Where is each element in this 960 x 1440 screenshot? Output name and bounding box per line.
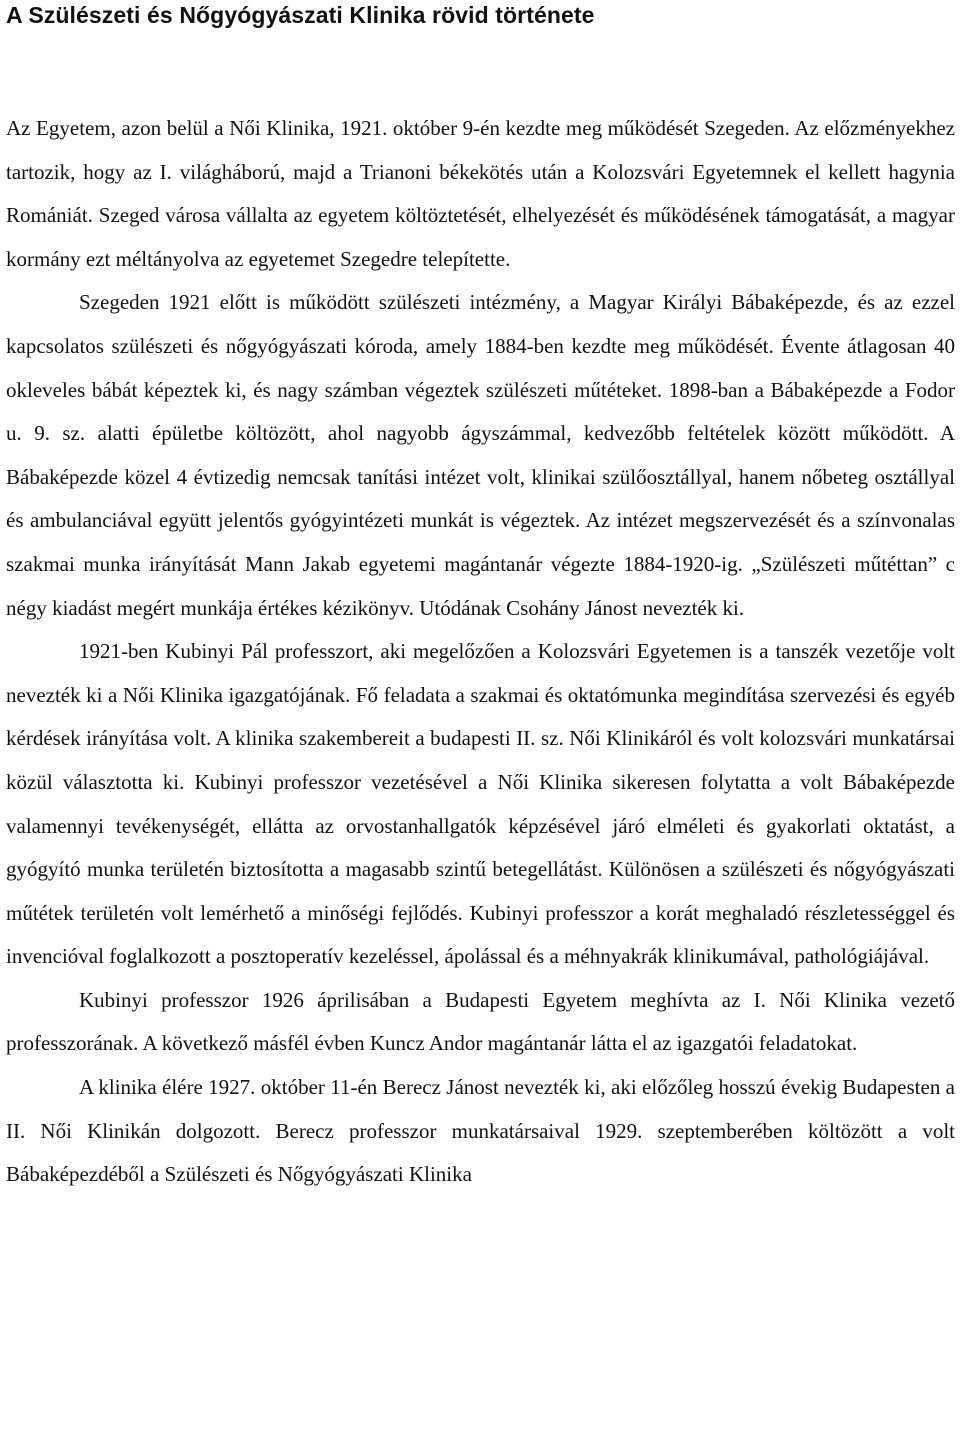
paragraph-3: 1921-ben Kubinyi Pál professzort, aki megelőzően a Kolozsvári Egyetemen is a tanszék vezetője volt nevezték ki a Női Klinika igazgatójának. Fő feladata a szakmai és oktatómunka megindítása szervezési és egyéb kérdések irányítása volt. A klinika szakembereit a budapesti II. sz. Női Klinikáról és volt kolozsvári munkatársai közül választotta ki. Kubinyi professzor vezetésével a Női Klinika sikeresen folytatta a volt Bábaképezde valamennyi tevékenységét, ellátta az orvostanhallgatók képzésével járó elméleti és gyakorlati oktatást, a gyógyító munka területén biztosította a magasabb szintű betegellátást. Különösen a szülészeti és nőgyógyászati műtétek területén volt lemérhető a minőségi fejlődés. Kubinyi professzor a korát meghaladó részletességgel és invencióval foglalkozott a posztoperatív kezeléssel, ápolással és a méhnyakrák klinikumával, pathológiájával. [6, 639, 955, 969]
paragraph-5: A klinika élére 1927. október 11-én Berecz Jánost nevezték ki, aki előzőleg hosszú évekig Budapesten a II. Női Klinikán dolgozott. Berecz professzor munkatársaival 1929. szeptemberében költözött a volt Bábaképezdéből a Szülészeti és Nőgyógyászati Klinika [6, 1075, 955, 1187]
document-title: A Szülészeti és Nőgyógyászati Klinika rövid története [6, 2, 595, 28]
paragraph-2: Szegeden 1921 előtt is működött szülészeti intézmény, a Magyar Királyi Bábaképezde, és az ezzel kapcsolatos szülészeti és nőgyógyászati kóroda, amely 1884-ben kezdte meg működését. Évente átlagosan 40 okleveles bábát képeztek ki, és nagy számban végeztek szülészeti műtéteket. 1898-ban a Bábaképezde a Fodor u. 9. sz. alatti épületbe költözött, ahol nagyobb ágyszámmal, kedvezőbb feltételek között működött. A Bábaképezde közel 4 évtizedig nemcsak tanítási intézet volt, klinikai szülőosztállyal, hanem nőbeteg osztállyal és ambulanciával együtt jelentős gyógyintézeti munkát is végeztek. Az intézet megszervezését és a színvonalas szakmai munka irányítását Mann Jakab egyetemi magántanár végezte 1884-1920-ig. „Szülészeti műtéttan” c négy kiadást megért munkája értékes kézikönyv. Utódának Csohány Jánost nevezték ki. [6, 290, 955, 620]
paragraph-4: Kubinyi professzor 1926 áprilisában a Budapesti Egyetem meghívta az I. Női Klinika vezető professzorának. A következő másfél évben Kuncz Andor magántanár látta el az igazgatói feladatokat. [6, 987, 955, 1056]
paragraph-1: Az Egyetem, azon belül a Női Klinika, 1921. október 9-én kezdte meg működését Szegeden. Az előzményekhez tartozik, hogy az I. világháború, majd a Trianoni békekötés után a Kolozsvári Egyetemnek el kellett hagynia Romániát. Szeged városa vállalta az egyetem költöztetését, elhelyezését és működésének támogatását, a magyar kormány ezt méltányolva az egyetemet Szegedre telepítette. [6, 116, 955, 271]
